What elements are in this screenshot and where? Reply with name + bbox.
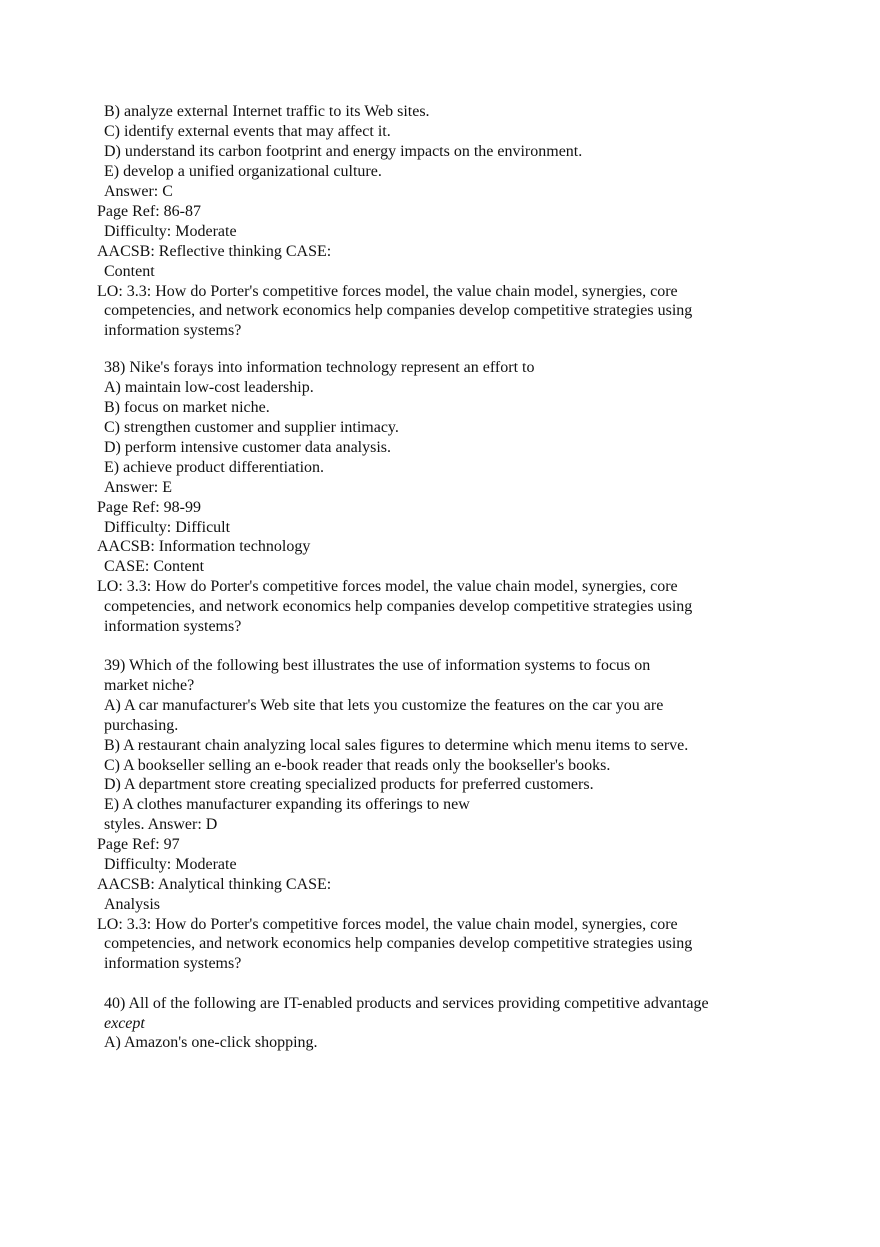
q39-difficulty: Difficulty: Moderate bbox=[104, 856, 237, 873]
q38-page-ref: Page Ref: 98-99 bbox=[97, 499, 201, 516]
q38-lo-line-1: LO: 3.3: How do Porter's competitive forces model, the value chain model, synergies, core bbox=[97, 578, 678, 595]
q37-lo-line-2: competencies, and network economics help companies develop competitive strategies using bbox=[104, 302, 693, 319]
q39-page-ref: Page Ref: 97 bbox=[97, 836, 180, 853]
q37-lo-line-3: information systems? bbox=[104, 322, 242, 339]
q38-difficulty: Difficulty: Difficult bbox=[104, 519, 231, 536]
q39-option-e: E) A clothes manufacturer expanding its offerings to new bbox=[104, 796, 470, 813]
q38-stem: 38) Nike's forays into information technology represent an effort to bbox=[104, 359, 535, 376]
q39-stem-line-2: market niche? bbox=[104, 677, 195, 694]
q38-aacsb: AACSB: Information technology bbox=[97, 538, 311, 555]
q39-lo-line-1: LO: 3.3: How do Porter's competitive forces model, the value chain model, synergies, core bbox=[97, 916, 678, 933]
q37-page-ref: Page Ref: 86-87 bbox=[97, 203, 201, 220]
q38-option-c: C) strengthen customer and supplier intimacy. bbox=[104, 419, 399, 436]
q39-stem-line-1: 39) Which of the following best illustrates the use of information systems to focus on bbox=[104, 657, 651, 674]
q40-stem: 40) All of the following are IT-enabled products and services providing competitive advantage bbox=[104, 995, 709, 1012]
q38-answer: Answer: E bbox=[104, 479, 172, 496]
q37-option-e: E) develop a unified organizational culture. bbox=[104, 163, 382, 180]
q37-aacsb: AACSB: Reflective thinking CASE: bbox=[97, 243, 332, 260]
q38-lo-line-3: information systems? bbox=[104, 618, 242, 635]
q39-aacsb: AACSB: Analytical thinking CASE: bbox=[97, 876, 332, 893]
q39-lo-line-2: competencies, and network economics help companies develop competitive strategies using bbox=[104, 935, 693, 952]
q37-case: Content bbox=[104, 263, 155, 280]
q39-case: Analysis bbox=[104, 896, 160, 913]
q38-lo-line-2: competencies, and network economics help companies develop competitive strategies using bbox=[104, 598, 693, 615]
q37-option-d: D) understand its carbon footprint and energy impacts on the environment. bbox=[104, 143, 583, 160]
q38-option-d: D) perform intensive customer data analysis. bbox=[104, 439, 392, 456]
q37-difficulty: Difficulty: Moderate bbox=[104, 223, 237, 240]
q39-option-d: D) A department store creating specialized products for preferred customers. bbox=[104, 776, 594, 793]
q39-option-a-line-2: purchasing. bbox=[104, 717, 179, 734]
q39-lo-line-3: information systems? bbox=[104, 955, 242, 972]
q39-option-e-answer: styles. Answer: D bbox=[104, 816, 218, 833]
q37-answer: Answer: C bbox=[104, 183, 173, 200]
q40-option-a: A) Amazon's one-click shopping. bbox=[104, 1034, 318, 1051]
q38-option-a: A) maintain low-cost leadership. bbox=[104, 379, 314, 396]
q37-option-b: B) analyze external Internet traffic to its Web sites. bbox=[104, 103, 430, 120]
q39-option-c: C) A bookseller selling an e-book reader that reads only the bookseller's books. bbox=[104, 757, 611, 774]
q39-option-b: B) A restaurant chain analyzing local sales figures to determine which menu items to serve. bbox=[104, 737, 689, 754]
q39-option-a-line-1: A) A car manufacturer's Web site that lets you customize the features on the car you are bbox=[104, 697, 664, 714]
q40-stem-emphasis bbox=[104, 1014, 145, 1034]
q37-option-c: C) identify external events that may affect it. bbox=[104, 123, 391, 140]
q38-option-b: B) focus on market niche. bbox=[104, 399, 270, 416]
q40-except-word: except bbox=[104, 1015, 145, 1032]
q38-case: CASE: Content bbox=[104, 558, 205, 575]
q38-option-e: E) achieve product differentiation. bbox=[104, 459, 325, 476]
q37-lo-line-1: LO: 3.3: How do Porter's competitive forces model, the value chain model, synergies, core bbox=[97, 283, 678, 300]
